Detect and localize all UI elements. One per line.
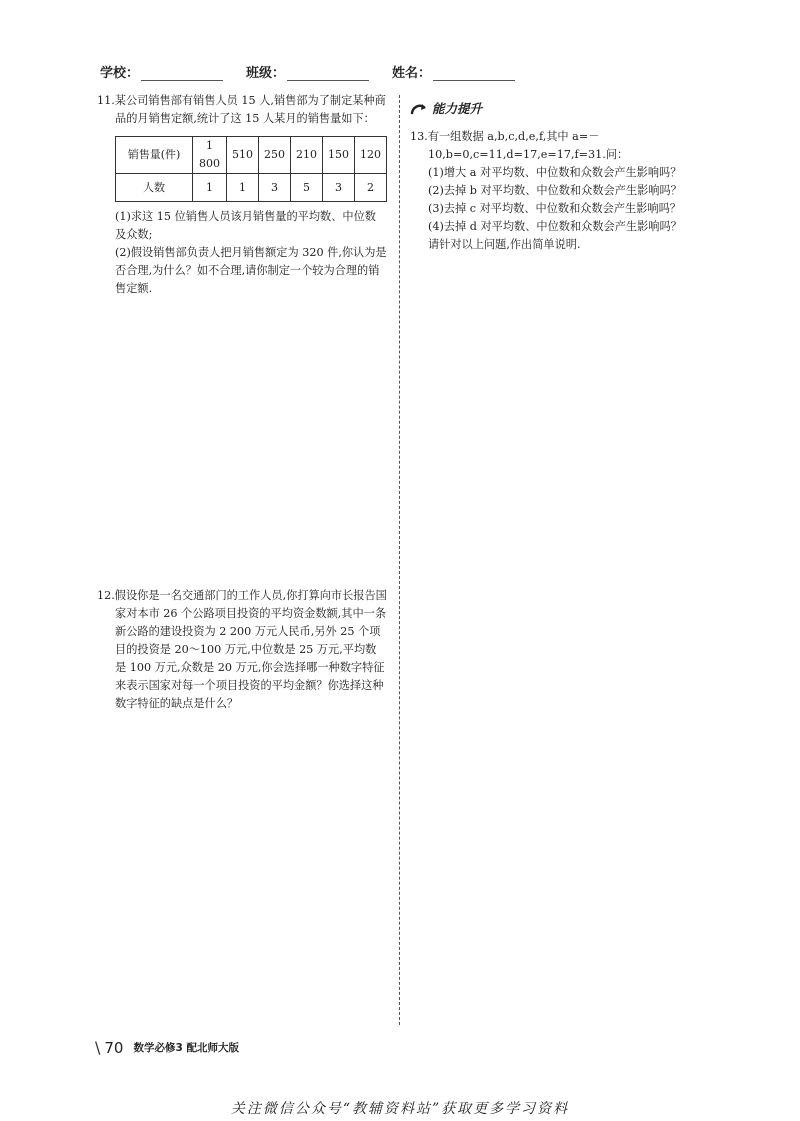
q13-closing: 请针对以上问题,作出简单说明. [428,238,581,251]
table-cell-sales-label: 销售量(件) [116,137,193,174]
table-cell: 210 [291,137,323,174]
q11-part1: (1)求这 15 位销售人员该月销售量的平均数、中位数及众数; [115,210,376,241]
q13-part4: (4)去掉 d 对平均数、中位数和众数会产生影响吗？ [428,220,682,233]
book-title: 数学必修3 配北师大版 [133,1042,239,1054]
q12-stem: 12.假设你是一名交通部门的工作人员,你打算向市长报告国家对本市 26 个公路项目投资的平均资金数额,其中一条新公路的建设投资为 2 200 万元人民币,另外 25 个项目的投资是 20～100 万元,中位数是 25 万元,平均数是 100 万元,众数是 20 万元,你会选择哪一种数字特征来表示国家对每一个项目投资的平均金额？你选择这种数字特征的缺点是什么？ [97,589,387,710]
sales-table [115,136,387,202]
table-cell: 2 [355,174,387,202]
promo-banner: 关注微信公众号“教辅资料站”获取更多学习资料 [230,1101,570,1117]
q13-part1: (1)增大 a 对平均数、中位数和众数会产生影响吗？ [428,166,682,179]
table-cell: 150 [323,137,355,174]
table-cell: 1 [193,174,227,202]
column-divider [399,95,400,1025]
class-blank[interactable] [287,66,369,81]
name-label: 姓名： [392,66,432,81]
curved-arrow-icon [410,103,428,115]
table-row-sales [116,137,387,174]
table-cell: 1 [227,174,259,202]
student-info-header [100,62,700,82]
page-footer [95,1038,239,1057]
table-cell: 120 [355,137,387,174]
table-cell: 250 [259,137,291,174]
table-cell: 510 [227,137,259,174]
name-field [392,62,515,81]
q13-part2: (2)去掉 b 对平均数、中位数和众数会产生影响吗？ [428,184,682,197]
class-field [246,62,369,81]
school-field [100,62,223,81]
table-row-people [116,174,387,202]
question-12 [97,587,387,713]
left-column [97,92,387,710]
q13-stem: 13.有一组数据 a,b,c,d,e,f,其中 a=－10,b=0,c=11,d=17,e=17,f=31.问： [410,130,629,161]
table-cell: 1 800 [193,137,227,174]
school-blank[interactable] [141,66,223,81]
page-number: 70 [104,1038,124,1057]
q13-part3: (3)去掉 c 对平均数、中位数和众数会产生影响吗？ [428,202,681,215]
section-heading [410,100,708,118]
right-column [410,100,708,254]
table-cell: 5 [291,174,323,202]
table-cell: 3 [259,174,291,202]
class-label: 班级： [246,66,286,81]
table-cell: 3 [323,174,355,202]
name-blank[interactable] [433,66,515,81]
q11-part2: (2)假设销售部负责人把月销售额定为 320 件,你认为是否合理,为什么？如不合理,请你制定一个较为合理的销售定额. [115,246,387,295]
school-label: 学校： [100,66,140,81]
question-11 [97,92,387,298]
question-13 [410,128,708,254]
footer-slash-mark: \ [95,1038,101,1057]
section-title-text: 能力提升 [432,101,483,116]
table-cell-people-label: 人数 [116,174,193,202]
q11-stem: 11.某公司销售部有销售人员 15 人,销售部为了制定某种商品的月销售定额,统计了这 15 人某月的销售量如下： [97,94,386,125]
